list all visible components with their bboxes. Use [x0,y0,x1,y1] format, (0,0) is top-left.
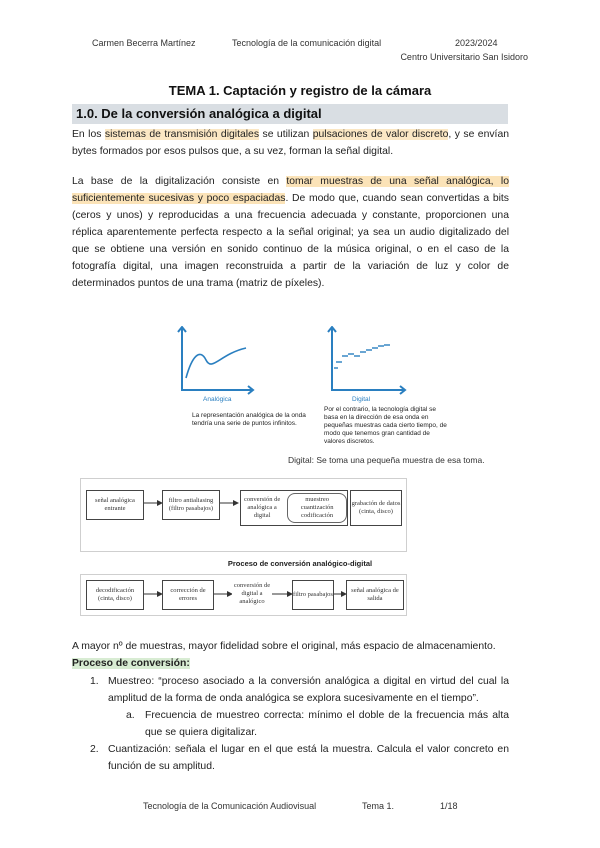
flow-box-ad-conversion: conversión de analógica a digital muestreo cuantización codificación [240,490,348,526]
paragraph-1: En los sistemas de transmisión digitales se utilizan pulsaciones de valor discreto, y se envían bytes formados por esos pulsos que, a su vez, forman la señal digital. [72,129,510,157]
figure-note: Digital: Se toma una pequeña muestra de esa toma. [288,455,485,465]
highlight-muestras: tomar muestras de una señal analógica, lo suficientemente sucesivas y poco espaciadas [72,176,509,204]
flow-box-da-conversion: conversión de digital a analógico [232,580,272,608]
label-analog: Analógica [203,396,232,403]
flowchart-title: Proceso de conversión analógico-digital [227,559,373,568]
flow-box-lowpass: filtro pasabajos [292,580,334,610]
highlight-pulsaciones: pulsaciones de valor discreto [312,129,449,140]
list-item-frecuencia: Frecuencia de muestreo correcta: mínimo el doble de la frecuencia más alta que se quiera digitalizar. [145,710,509,738]
label-digital: Digital [352,396,371,403]
footer-course: Tecnología de la Comunicación Audiovisual [143,801,317,811]
flow-box-analog-input: señal analógica entrante [86,490,144,520]
list-item-muestreo: Muestreo: “proceso asociado a la conversión analógica a digital en virtud del cual la amplitud de la forma de onda analógica se explora sucesivamente en el tiempo”. [108,676,509,704]
caption-analog: La representación analógica de la onda tendría una serie de puntos infinitos. [192,412,306,427]
header-course: Tecnología de la comunicación digital [232,38,382,48]
flow-box-analog-output: señal analógica de salida [346,580,404,610]
highlight-sistemas: sistemas de transmisión digitales [104,129,260,140]
section-title: 1.0. De la conversión analógica a digital [76,106,322,121]
flow-box-error-correction: corrección de errores [162,580,214,610]
paragraph-3: A mayor nº de muestras, mayor fidelidad sobre el original, más espacio de almacenamiento. [72,641,496,652]
list-number-2: 2. [90,744,99,755]
header-center: Centro Universitario San Isidoro [400,52,528,62]
subheading-process: Proceso de conversión: [72,658,190,669]
header-author: Carmen Becerra Martínez [92,38,196,48]
caption-digital: Por el contrario, la tecnología digital se basa en la dirección de esa onda en pequeñas muestras cada cierto tiempo, de modo que tenemos gran cantidad de valores discretos. [324,406,447,445]
footer-topic: Tema 1. [362,801,395,811]
paragraph-2: La base de la digitalización consiste en tomar muestras de una señal analógica, lo suficientemente sucesivas y poco espaciadas. De modo que, cuando sean convertidas a bits (ceros y unos) y reproducidas a una frecuencia adecuada y constante, proporcionen una réplica aparentemente perfecta respecto a la señal original; ya sea un audio digitalizado del que se obtiene una versión en sonido continuo de la música original, o en el caso de la fotografía digital, una imagen reconstruida a partir de la variación de luz y color de determinados puntos de una trama (matriz de píxeles). [72,176,509,289]
digital-graph [328,327,405,394]
footer-page: 1/18 [440,801,458,811]
header-year: 2023/2024 [455,38,498,48]
list-letter-a: a. [126,710,135,721]
flow-subbox-sampling: muestreo cuantización codificación [287,493,347,523]
flow-box-recording: grabación de datos (cinta, disco) [350,490,402,526]
list-item-cuantizacion: Cuantización: señala el lugar en el que está la muestra. Calcula el valor concreto en función de su amplitud. [108,744,509,772]
page-title: TEMA 1. Captación y registro de la cámara [168,83,432,98]
analog-digital-graphs [172,326,472,402]
analog-graph [178,327,253,394]
list-number-1: 1. [90,676,99,687]
flow-box-antialiasing: filtro antialiasing (filtro pasabajos) [162,490,220,520]
flow-box-decoding: decodificación (cinta, disco) [86,580,144,610]
